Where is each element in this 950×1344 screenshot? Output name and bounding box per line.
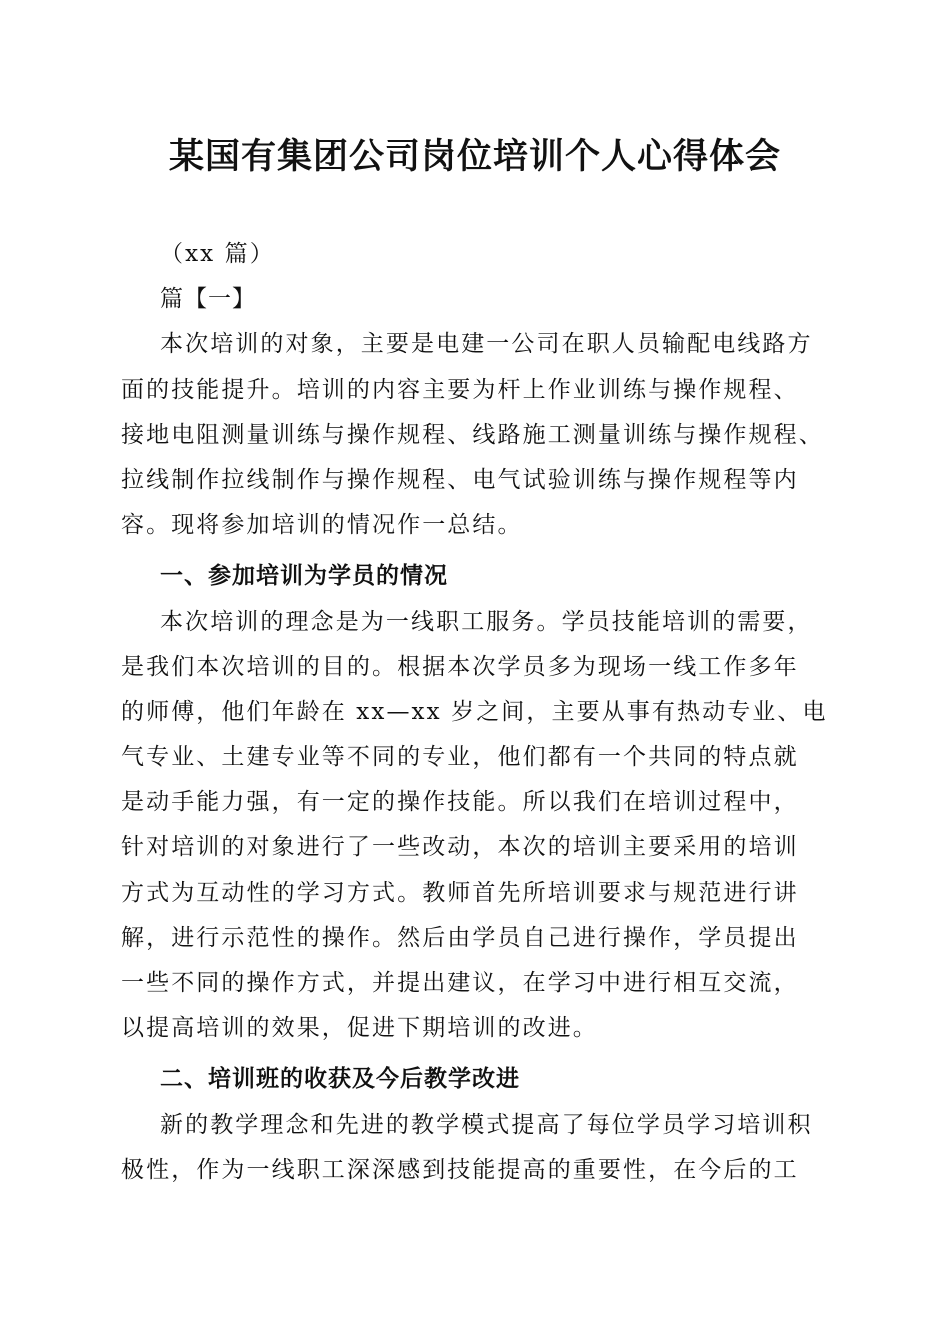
paragraph-line: 气专业、土建专业等不同的专业，他们都有一个共同的特点就 — [121, 744, 799, 771]
document-title: 某国有集团公司岗位培训个人心得体会 — [168, 136, 781, 177]
paragraph-line: 新的教学理念和先进的教学模式提高了每位学员学习培训积 — [160, 1111, 813, 1138]
paragraph-line: 的师傅，他们年龄在 xx—xx 岁之间，主要从事有热动专业、电 — [121, 698, 828, 725]
paragraph-line: 接地电阻测量训练与操作规程、线路施工测量训练与操作规程、 — [121, 421, 824, 448]
subtitle: （xx 篇） — [160, 241, 275, 267]
paragraph-line: 拉线制作拉线制作与操作规程、电气试验训练与操作规程等内 — [121, 466, 799, 493]
paragraph-line: 容。现将参加培训的情况作一总结。 — [121, 512, 523, 539]
paragraph-line: 以提高培训的效果，促进下期培训的改进。 — [121, 1015, 598, 1042]
document-body — [121, 232, 833, 1193]
paragraph-line: 解，进行示范性的操作。然后由学员自己进行操作，学员提出 — [121, 924, 799, 951]
paragraph-line: 是动手能力强，有一定的操作技能。所以我们在培训过程中， — [121, 789, 799, 816]
paragraph-line: 极性，作为一线职工深深感到技能提高的重要性，在今后的工 — [121, 1156, 799, 1183]
paragraph-line: 是我们本次培训的目的。根据本次学员多为现场一线工作多年 — [121, 653, 799, 680]
section-heading-1: 一、参加培训为学员的情况 — [160, 563, 448, 590]
paragraph-line: 面的技能提升。培训的内容主要为杆上作业训练与操作规程、 — [121, 376, 799, 403]
paragraph-line: 方式为互动性的学习方式。教师首先所培训要求与规范进行讲 — [121, 879, 799, 906]
part-label: 篇【一】 — [160, 286, 256, 313]
paragraph-line: 一些不同的操作方式，并提出建议，在学习中进行相互交流， — [121, 970, 799, 996]
paragraph-line: 本次培训的对象，主要是电建一公司在职人员输配电线路方 — [160, 331, 813, 358]
paragraph-line: 本次培训的理念是为一线职工服务。学员技能培训的需要， — [160, 608, 813, 635]
paragraph-line: 针对培训的对象进行了一些改动，本次的培训主要采用的培训 — [121, 834, 799, 861]
section-heading-2: 二、培训班的收获及今后教学改进 — [160, 1066, 520, 1093]
